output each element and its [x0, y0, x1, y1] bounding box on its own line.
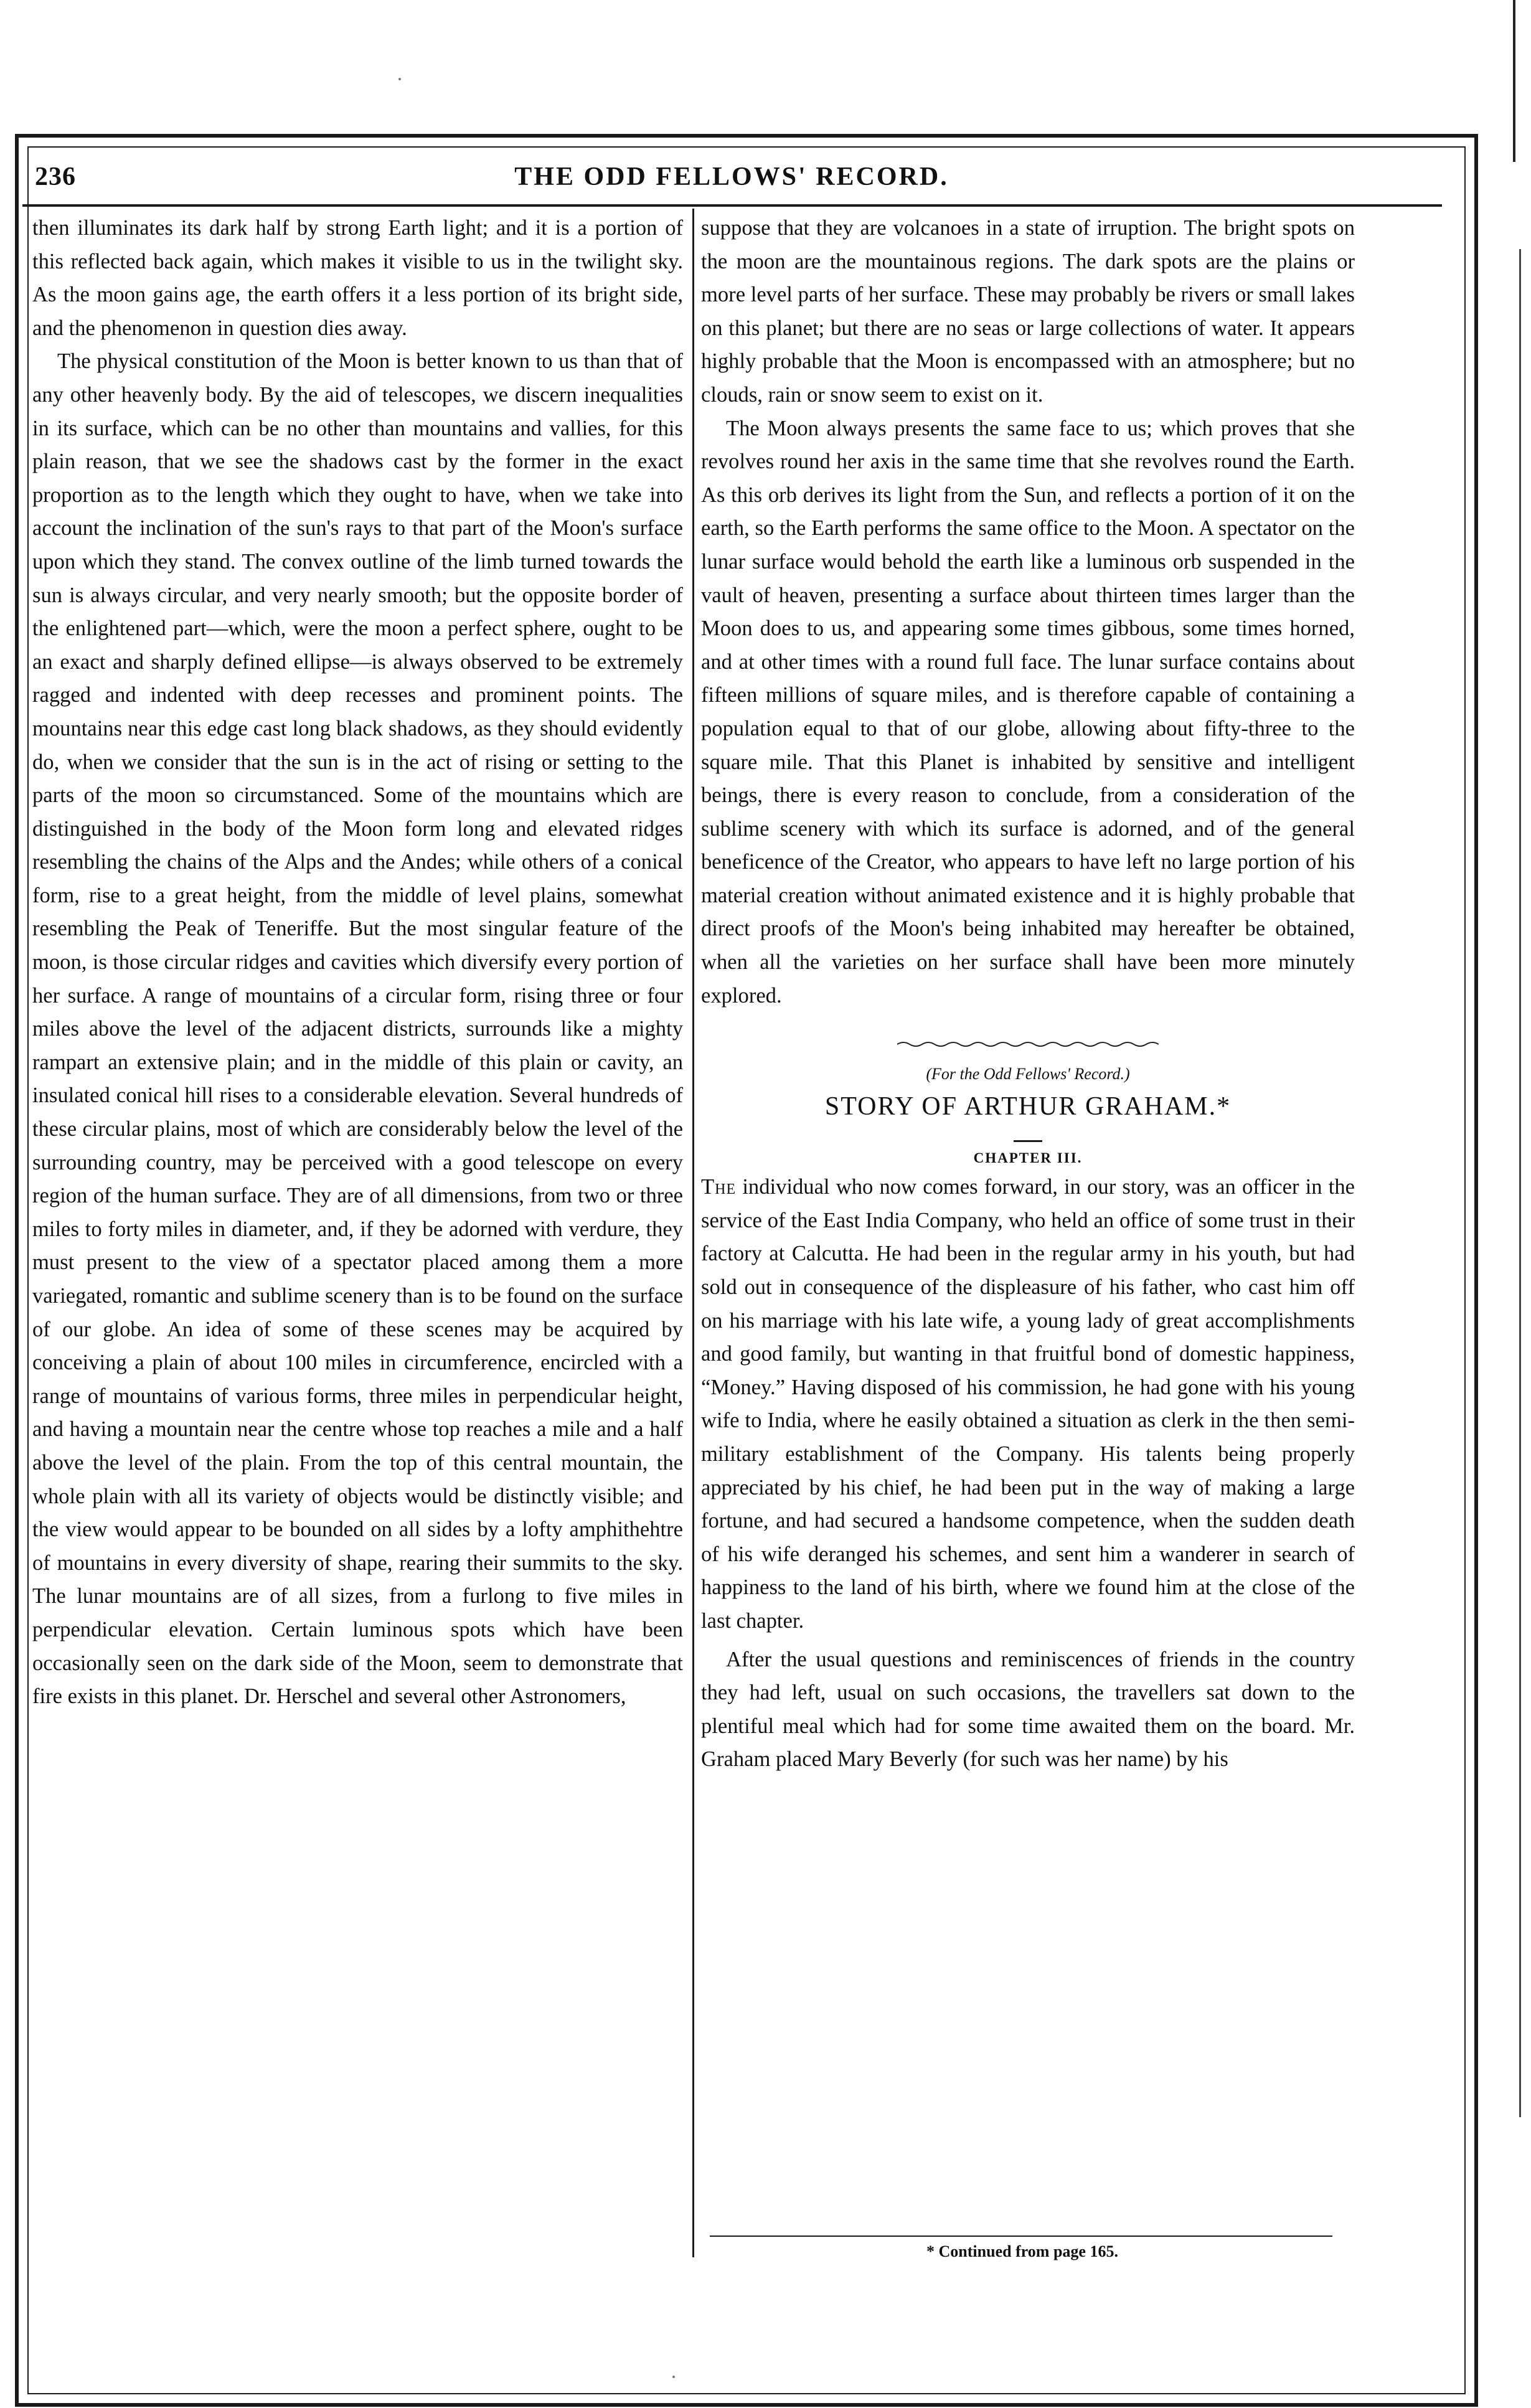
chapter-rule — [1014, 1140, 1042, 1142]
lead-word: The — [701, 1175, 737, 1199]
paper-speck — [398, 78, 401, 80]
paragraph: then illuminates its dark half by strong Earth light; and it is a portion of this reflected back again, which makes it visible to us in the twilight sky. As the moon gains age, the earth offers it a less portion of its bright side, and the phenomenon in question dies away. — [32, 216, 683, 340]
footnote-rule — [710, 2236, 1332, 2237]
running-header — [22, 162, 1441, 205]
story-byline: (For the Odd Fellows' Record.) — [926, 1065, 1130, 1084]
paragraph: suppose that they are volcanoes in a state of irruption. The bright spots on the moon are the mountainous regions. The dark spots are the plains or more level parts of her surface. These may probably be rivers or small lakes on this planet; but there are no seas or large collections of water. It appears highly probable that the Moon is encompassed with an atmosphere; but no clouds, rain or snow seem to exist on it. — [701, 216, 1355, 407]
running-title: THE ODD FELLOWS' RECORD. — [514, 163, 949, 191]
left-column — [32, 212, 683, 1714]
right-edge-mark — [1513, 0, 1515, 162]
right-column — [692, 212, 1355, 1777]
page-number: 236 — [35, 163, 76, 191]
paragraph-body: individual who now comes forward, in our story, was an officer in the service of the East India Company, who held an office of some trust in their factory at Calcutta. He had been in the regular army in his youth, but had sold out in consequence of the displeasure of his father, who cast him off on his marriage with his late wife, a young lady of great accomplishments and good family, but wanting in that fruitful bond of domestic happiness, “Money.” Having disposed of his commission, he had gone with his young wife to India, where he easily obtained a situation as clerk in the then semi-military establishment of the Company. His talents being properly appreciated by his chief, he had been put in the way of making a large fortune, and had secured a handsome competence, when the sudden death of his wife deranged his schemes, and sent him a wanderer in search of happiness to the land of his birth, where we found him at the close of the last chapter. — [701, 1175, 1355, 1633]
chapter-heading: CHAPTER III. — [973, 1150, 1083, 1166]
paragraph: The physical constitution of the Moon is better known to us than that of any other heavenly body. By the aid of telescopes, we discern inequalities in its surface, which can be no other than mountains and vallies, for this plain reason, that we see the shadows cast by the former in the exact proportion as to the length which they ought to have, when we take into account the inclination of the sun's rays to that part of the Moon's surface upon which they stand. The convex outline of the limb turned towards the sun is always circular, and very nearly smooth; but the opposite border of the enlightened part—which, were the moon a perfect sphere, ought to be an exact and sharply defined ellipse—is always observed to be extremely ragged and indented with deep recesses and prominent points. The mountains near this edge cast long black shadows, as they should evidently do, when we consider that the sun is in the act of rising or setting to the parts of the moon so circumstanced. Some of the mountains which are distinguished in the body of the Moon form long and elevated ridges resembling the chains of the Alps and the Andes; while others of a conical form, rise to a great height, from the middle of level plains, somewhat resembling the Peak of Teneriffe. But the most singular feature of the moon, is those circular ridges and cavities which diversify every portion of her surface. A range of mountains of a circular form, rising three or four miles above the level of the adjacent districts, surrounds like a mighty rampart an extensive plain; and in the middle of this plain or cavity, an insulated conical hill rises to a considerable elevation. Several hundreds of these circular plains, most of which are considerably below the level of the surrounding country, may be perceived with a good telescope on every region of the human surface. They are of all dimensions, from two or three miles to forty miles in diameter, and, if they be adorned with verdure, they must present to the view of a spectator placed among them a more variegated, romantic and sublime scenery than is to be found on the surface of our globe. An idea of some of these scenes may be acquired by conceiving a plain of about 100 miles in circumference, encircled with a range of mountains of various forms, three miles in perpendicular height, and having a mountain near the centre whose top reaches a mile and a half above the level of the plain. From the top of this central mountain, the whole plain with all its variety of objects would be distinctly visible; and the view would appear to be bounded on all sides by a lofty amphithehtre of mountains in every diversity of shape, rearing their summits to the sky. The lunar mountains are of all sizes, from a furlong to five miles in perpendicular elevation. Certain luminous spots which have been occasionally seen on the dark side of the Moon, seem to demonstrate that fire exists in this planet. Dr. Herschel and several other Astronomers, — [32, 349, 683, 1709]
wavy-rule-ornament — [897, 1039, 1159, 1049]
paragraph — [701, 1171, 1355, 1638]
header-rule — [22, 204, 1442, 207]
ornament-rule — [701, 1036, 1355, 1049]
footnote: * Continued from page 165. — [926, 2242, 1118, 2260]
right-edge-mark-lower — [1519, 249, 1521, 2117]
story-title: STORY OF ARTHUR GRAHAM.* — [824, 1092, 1232, 1121]
paragraph: After the usual questions and reminiscences of friends in the country they had left, usual on such occasions, the travellers sat down to the plentiful meal which had for some time awaited them on the board. Mr. Graham placed Mary Beverly (for such was her name) by his — [701, 1647, 1355, 1772]
paragraph: The Moon always presents the same face to us; which proves that she revolves round her axis in the same time that she revolves round the Earth. As this orb derives its light from the Sun, and reflects a portion of it on the earth, so the Earth performs the same office to the Moon. A spectator on the lunar surface would behold the earth like a luminous orb suspended in the vault of heaven, presenting a surface about thirteen times larger than the Moon does to us, and appearing some times gibbous, some times horned, and at other times with a round full face. The lunar surface contains about fifteen millions of square miles, and is therefore capable of containing a population equal to that of our globe, allowing about fifty-three to the square mile. That this Planet is inhabited by sensitive and intelligent beings, there is every reason to conclude, from a consideration of the sublime scenery with which its surface is adorned, and of the general beneficence of the Creator, who appears to have left no large portion of his material creation without animated existence and it is highly probable that direct proofs of the Moon's being inhabited may hereafter be obtained, when all the varieties on her surface shall have been more minutely explored. — [701, 416, 1355, 1008]
